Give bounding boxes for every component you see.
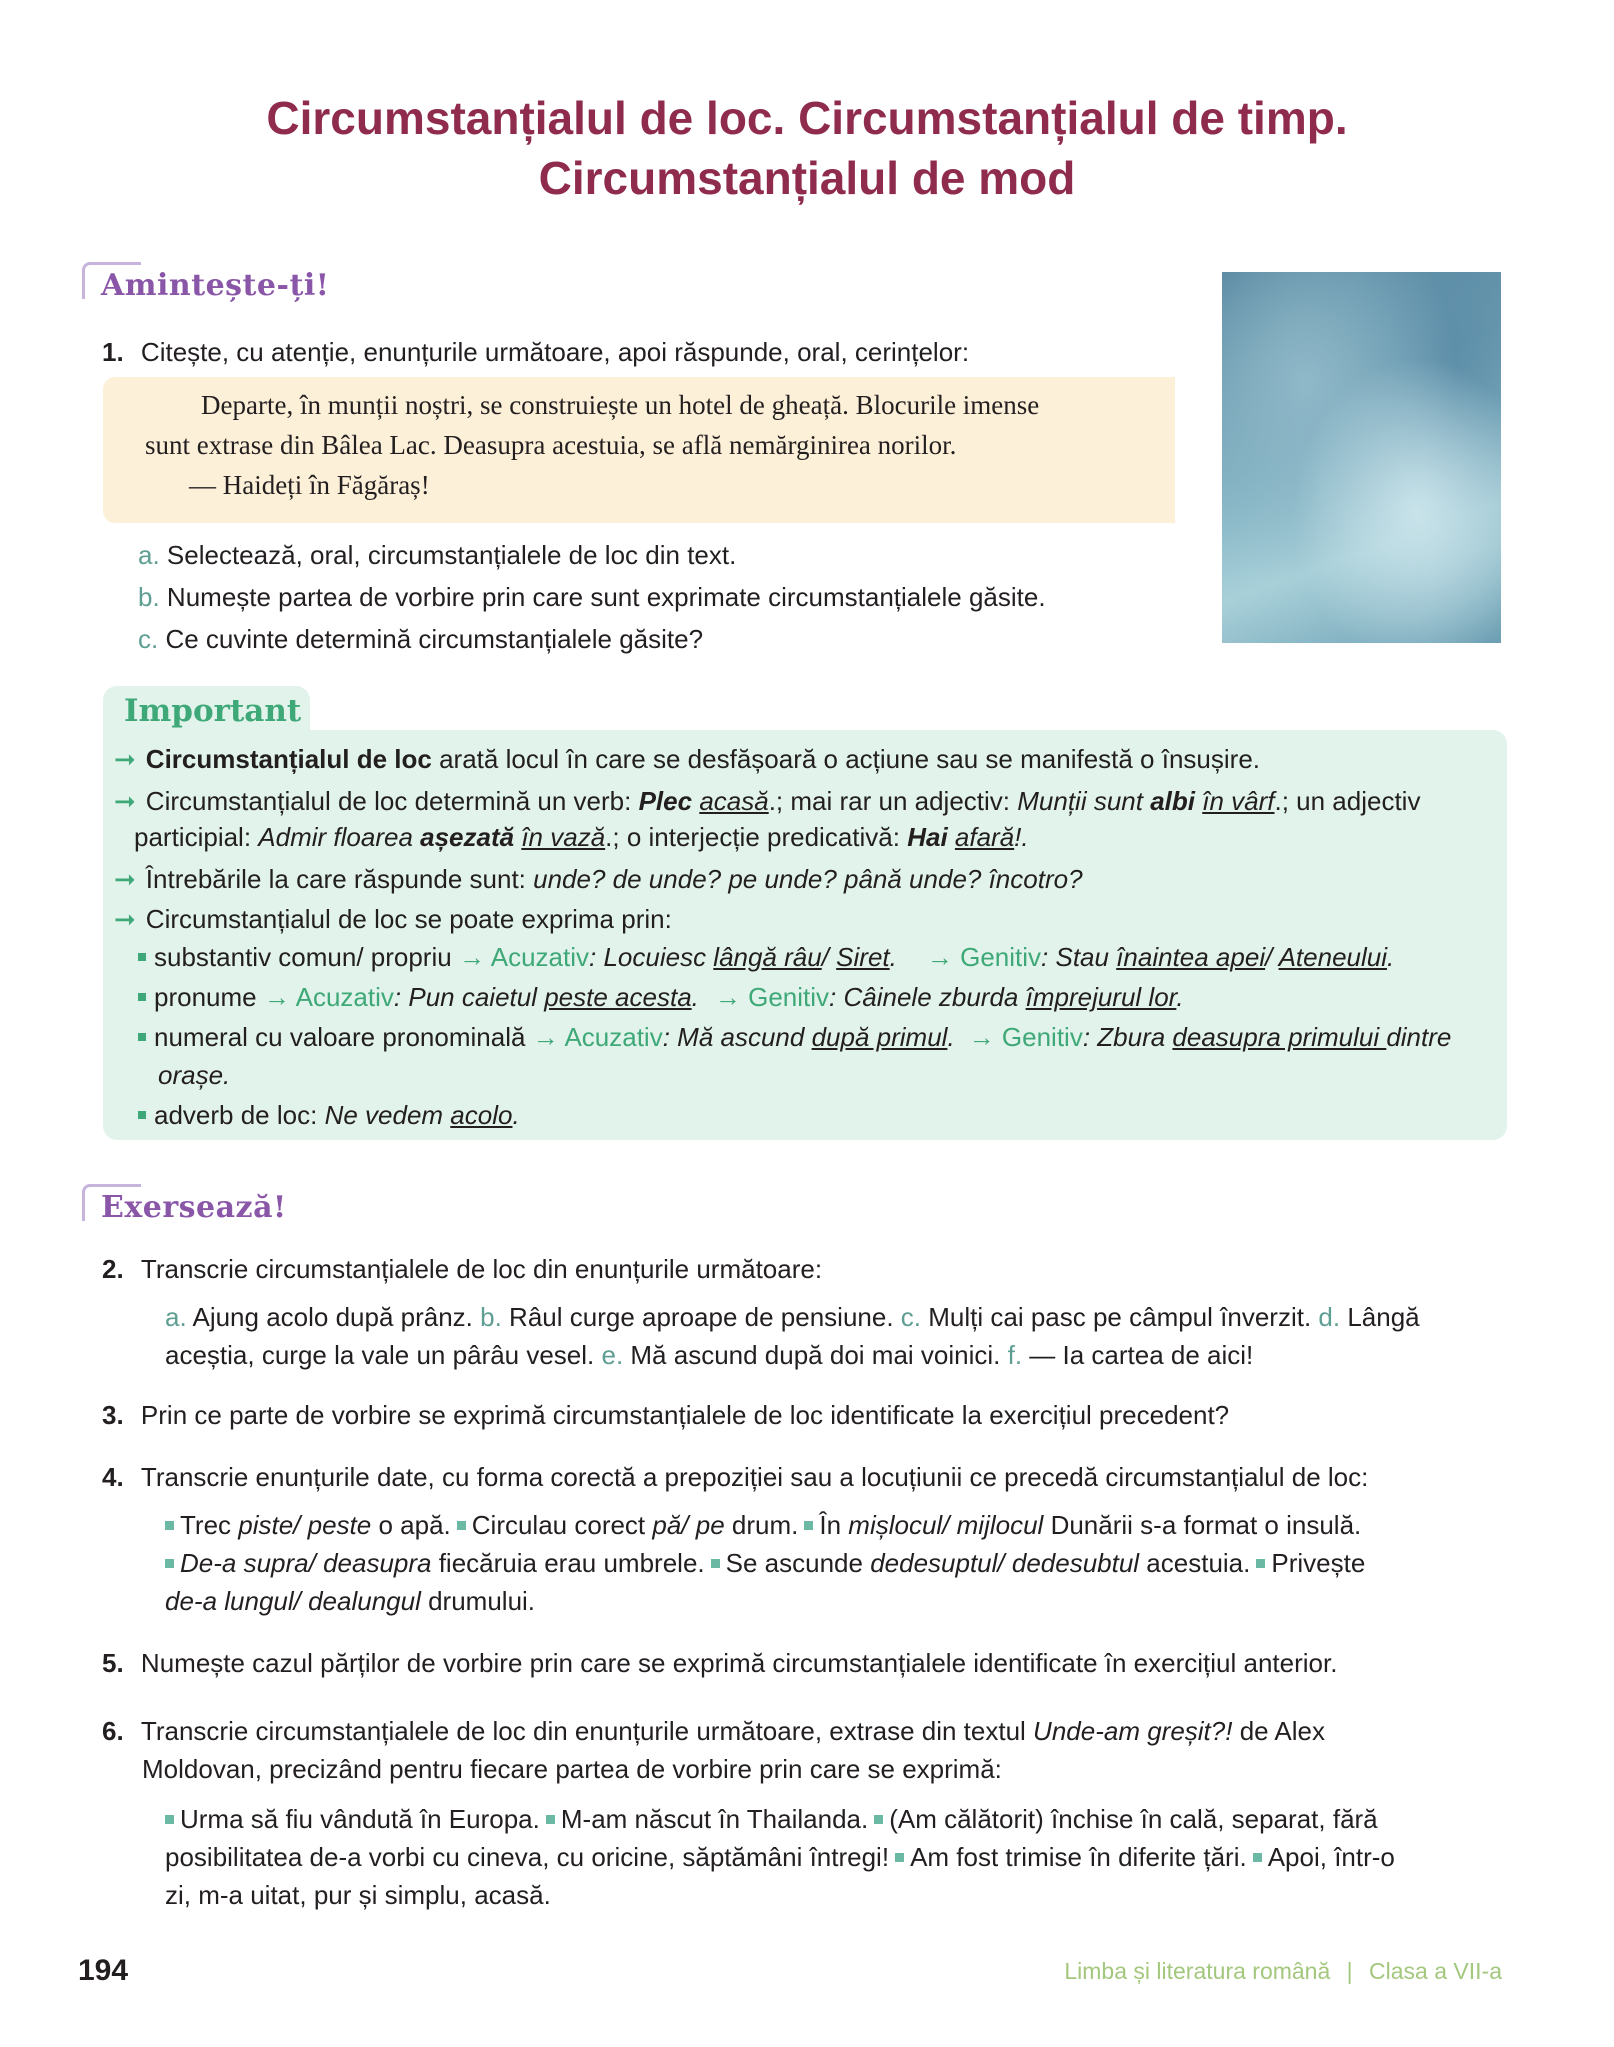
exercise-number: 5. xyxy=(102,1648,124,1678)
footer-grade: Clasa a VII-a xyxy=(1369,1958,1502,1984)
exercise-3 xyxy=(102,1396,1229,1434)
important-rule xyxy=(114,900,672,938)
important-heading: Important xyxy=(124,693,302,729)
exercise-text: Transcrie circumstanțialele de loc din enunțurile următoare, extrase din textul xyxy=(140,1716,1034,1746)
subquestion-text: Numește partea de vorbire prin care sunt exprimate circumstanțialele găsite. xyxy=(166,582,1046,612)
item-text: (Am călătorit) închise în cală, separat, fără xyxy=(889,1804,1378,1834)
item-text: Dunării s-a format o insulă. xyxy=(1043,1510,1362,1540)
subquestion-text: Ce cuvinte determină circumstanțialele găsite? xyxy=(165,624,704,654)
case-label: → Genitiv xyxy=(968,1022,1083,1052)
case-label: → Acuzativ xyxy=(458,942,589,972)
item-options: de-a lungul/ dealungul xyxy=(165,1586,421,1616)
footer-separator: | xyxy=(1346,1958,1353,1984)
exercise-number: 1. xyxy=(102,337,124,367)
exercise-6-continued xyxy=(142,1750,1002,1788)
exercise-text: de Alex xyxy=(1232,1716,1325,1746)
bullet-icon xyxy=(138,1033,146,1041)
item-text: M-am născut în Thailanda. xyxy=(560,1804,869,1834)
arrow-icon: ➞ xyxy=(114,744,136,774)
square-bullet-icon xyxy=(165,1559,174,1568)
bullet-text: numeral cu valoare pronominală xyxy=(154,1022,533,1052)
item-mark: e. xyxy=(601,1340,624,1370)
square-bullet-icon xyxy=(1253,1853,1262,1862)
item-text: Privește xyxy=(1271,1548,1366,1578)
bullet-icon xyxy=(138,953,146,961)
rule-text: .; o interjecție predicativă: xyxy=(605,822,908,852)
item-options: pă/ pe xyxy=(652,1510,725,1540)
subquestion xyxy=(138,536,736,574)
square-bullet-icon xyxy=(165,1815,174,1824)
exercise-text: Transcrie circumstanțialele de loc din enunțurile următoare: xyxy=(140,1254,823,1284)
item-text: Lângă xyxy=(1340,1302,1420,1332)
title-line-1: Circumstanțialul de loc. Circumstanțialul de timp. xyxy=(266,92,1348,144)
exercise-text: Numește cazul părților de vorbire prin care se exprimă circumstanțialele identificate în exercițiul anterior. xyxy=(140,1648,1338,1678)
square-bullet-icon xyxy=(165,1521,174,1530)
ice-texture-image xyxy=(1222,272,1501,643)
example-text: dintre xyxy=(1386,1022,1452,1052)
example-word: Plec xyxy=(638,786,693,816)
exercise-4-items xyxy=(165,1544,1365,1582)
item-text: Apoi, într-o xyxy=(1267,1842,1395,1872)
text-title: Unde-am greșit?! xyxy=(1033,1716,1233,1746)
item-text: Urma să fiu vândută în Europa. xyxy=(180,1804,540,1834)
item-text: Mă ascund după doi mai voinici. xyxy=(623,1340,1008,1370)
exercise-number: 6. xyxy=(102,1716,124,1746)
example-text: Ne vedem xyxy=(324,1100,451,1130)
example-underlined: Ateneului xyxy=(1278,942,1387,972)
exercise-text: Prin ce parte de vorbire se exprimă circumstanțialele de loc identificate la exercițiul precedent? xyxy=(140,1400,1230,1430)
example-underlined: deasupra primului xyxy=(1172,1022,1387,1052)
example-text: : Mă ascund xyxy=(662,1022,812,1052)
rule-bold: Circumstanțialul de loc xyxy=(145,744,432,774)
quote-line: — Haideți în Făgăraș! xyxy=(189,470,430,500)
exercise-2-items xyxy=(165,1298,1420,1336)
item-text: drum. xyxy=(724,1510,799,1540)
example-text: . xyxy=(1387,942,1395,972)
rule-text: Întrebările la care răspunde sunt: xyxy=(145,864,534,894)
footer-subject: Limba și literatura română xyxy=(1064,1958,1331,1984)
exercise-6-items xyxy=(165,1838,1395,1876)
exercise-number: 4. xyxy=(102,1462,124,1492)
bullet-text: adverb de loc: xyxy=(154,1100,325,1130)
section-heading-aminteste: Amintește-ți! xyxy=(101,268,330,303)
example-underlined: înaintea apei xyxy=(1116,942,1266,972)
item-text: o apă. xyxy=(371,1510,451,1540)
square-bullet-icon xyxy=(711,1559,720,1568)
item-mark: b. xyxy=(480,1302,502,1332)
exercise-text: Citește, cu atenție, enunțurile următoare, apoi răspunde, oral, cerințelor: xyxy=(140,337,970,367)
exercise-6 xyxy=(102,1712,1325,1750)
item-text: drumului. xyxy=(420,1586,536,1616)
example-text: : Zbura xyxy=(1082,1022,1173,1052)
exercise-text: Moldovan, precizând pentru fiecare partea de vorbire prin care se exprimă: xyxy=(142,1754,1002,1784)
case-label: → Genitiv xyxy=(714,982,830,1012)
quote-box xyxy=(103,377,1175,523)
title-line-2: Circumstanțialul de mod xyxy=(538,152,1076,204)
exercise-6-items xyxy=(165,1876,551,1914)
example-text: Admir floarea xyxy=(258,822,421,852)
item-text: fiecăruia erau umbrele. xyxy=(431,1548,705,1578)
item-text: aceștia, curge la vale un pârâu vesel. xyxy=(165,1340,602,1370)
section-heading-exerseaza: Exersează! xyxy=(101,1190,287,1225)
rule-text: .; un adjectiv xyxy=(1274,786,1421,816)
quote-line: Departe, în munții noștri, se construiește un hotel de gheață. Blocurile imense xyxy=(201,390,1040,420)
important-rule xyxy=(114,740,1260,778)
quote-line: sunt extrase din Bâlea Lac. Deasupra acestuia, se află nemărginirea norilor. xyxy=(145,430,957,460)
rule-text: participial: xyxy=(134,822,259,852)
rule-text: arată locul în care se desfășoară o acțiune sau se manifestă o însușire. xyxy=(431,744,1261,774)
example-text: orașe. xyxy=(158,1060,231,1090)
subquestion-mark: c. xyxy=(138,624,159,654)
important-rule xyxy=(114,860,1083,898)
arrow-icon: ➞ xyxy=(114,904,136,934)
subquestion-text: Selectează, oral, circumstanțialele de loc din text. xyxy=(166,540,737,570)
exercise-2 xyxy=(102,1250,822,1288)
example-text: . xyxy=(691,982,699,1012)
example-text: / xyxy=(821,942,837,972)
rule-text: .; mai rar un adjectiv: xyxy=(768,786,1018,816)
item-text: Râul curge aproape de pensiune. xyxy=(501,1302,901,1332)
example-text: / xyxy=(1265,942,1279,972)
item-text: posibilitatea de-a vorbi cu cineva, cu oricine, săptămâni întregi! xyxy=(165,1842,890,1872)
important-bullet-continued xyxy=(158,1056,230,1094)
example-word: așezată xyxy=(420,822,515,852)
example-text: : Stau xyxy=(1041,942,1117,972)
example-underlined: peste acesta xyxy=(544,982,692,1012)
item-mark: a. xyxy=(165,1302,187,1332)
example-text: Munții sunt xyxy=(1017,786,1151,816)
item-options: dedesuptul/ dedesubtul xyxy=(870,1548,1140,1578)
square-bullet-icon xyxy=(804,1521,813,1530)
item-mark: f. xyxy=(1007,1340,1023,1370)
example-text: . xyxy=(1176,982,1184,1012)
bullet-icon xyxy=(138,993,146,1001)
example-underlined: în vază xyxy=(521,822,606,852)
example-word: Hai xyxy=(907,822,948,852)
example-underlined: împrejurul lor xyxy=(1025,982,1177,1012)
case-label: → Genitiv xyxy=(926,942,1042,972)
important-rule-continued xyxy=(134,818,1029,856)
case-label: → Acuzativ xyxy=(263,982,394,1012)
exercise-number: 2. xyxy=(102,1254,124,1284)
example-text: !. xyxy=(1014,822,1029,852)
example-text: . xyxy=(512,1100,520,1130)
item-text: Circulau corect xyxy=(471,1510,653,1540)
item-text: — Ia cartea de aici! xyxy=(1022,1340,1254,1370)
subquestion xyxy=(138,578,1046,616)
example-underlined: Siret xyxy=(836,942,890,972)
example-underlined: după primul xyxy=(811,1022,948,1052)
bullet-text: substantiv comun/ propriu xyxy=(154,942,459,972)
example-text: : Pun caietul xyxy=(393,982,545,1012)
square-bullet-icon xyxy=(874,1815,883,1824)
item-text: Ajung acolo după prânz. xyxy=(186,1302,481,1332)
arrow-icon: ➞ xyxy=(114,864,136,894)
exercise-5 xyxy=(102,1644,1337,1682)
exercise-4-items xyxy=(165,1582,535,1620)
case-label: → Acuzativ xyxy=(532,1022,663,1052)
example-underlined: lângă râu xyxy=(713,942,822,972)
exercise-number: 3. xyxy=(102,1400,124,1430)
example-text: unde? de unde? pe unde? până unde? încotro? xyxy=(533,864,1083,894)
square-bullet-icon xyxy=(546,1815,555,1824)
important-bullet xyxy=(138,1018,1451,1056)
exercise-text: Transcrie enunțurile date, cu forma corectă a prepoziției sau a locuțiunii ce precedă circumstanțialul de loc: xyxy=(140,1462,1369,1492)
subquestion xyxy=(138,620,703,658)
subquestion-mark: a. xyxy=(138,540,160,570)
page-number: 194 xyxy=(78,1954,129,1987)
rule-text: Circumstanțialul de loc determină un verb: xyxy=(145,786,639,816)
item-text: În xyxy=(819,1510,849,1540)
example-text: : Locuiesc xyxy=(589,942,714,972)
example-underlined: acolo xyxy=(450,1100,513,1130)
footer-book-info xyxy=(1064,1958,1502,1985)
item-options: De-a supra/ deasupra xyxy=(180,1548,432,1578)
example-underlined: afară xyxy=(954,822,1015,852)
square-bullet-icon xyxy=(1256,1559,1265,1568)
exercise-6-items xyxy=(165,1800,1378,1838)
exercise-4 xyxy=(102,1458,1368,1496)
exercise-2-items xyxy=(165,1336,1253,1374)
page-title xyxy=(0,88,1614,208)
square-bullet-icon xyxy=(457,1521,466,1530)
important-bullet xyxy=(138,1096,520,1134)
item-mark: d. xyxy=(1318,1302,1341,1332)
arrow-icon: ➞ xyxy=(114,786,136,816)
item-text: zi, m-a uitat, pur și simplu, acasă. xyxy=(165,1880,551,1910)
item-text: Trec xyxy=(180,1510,239,1540)
important-bullet xyxy=(138,978,1184,1016)
item-text: Se ascunde xyxy=(725,1548,871,1578)
example-text: : Câinele zburda xyxy=(829,982,1026,1012)
example-underlined: în vârf xyxy=(1202,786,1275,816)
item-text: Am fost trimise în diferite țări. xyxy=(910,1842,1247,1872)
subquestion-mark: b. xyxy=(138,582,160,612)
item-options: mișlocul/ mijlocul xyxy=(848,1510,1044,1540)
example-word: albi xyxy=(1150,786,1195,816)
item-text: acestuia. xyxy=(1139,1548,1251,1578)
example-text: . xyxy=(947,1022,955,1052)
bullet-icon xyxy=(138,1111,146,1119)
important-rule xyxy=(114,782,1420,820)
exercise-1 xyxy=(102,333,969,371)
square-bullet-icon xyxy=(895,1853,904,1862)
rule-text: Circumstanțialul de loc se poate exprima prin: xyxy=(145,904,672,934)
important-bullet xyxy=(138,938,1394,976)
item-options: piste/ peste xyxy=(238,1510,372,1540)
bullet-text: pronume xyxy=(154,982,264,1012)
item-text: Mulți cai pasc pe câmpul înverzit. xyxy=(921,1302,1319,1332)
item-mark: c. xyxy=(900,1302,922,1332)
example-text: . xyxy=(889,942,897,972)
exercise-4-items xyxy=(165,1506,1361,1544)
example-underlined: acasă xyxy=(699,786,769,816)
